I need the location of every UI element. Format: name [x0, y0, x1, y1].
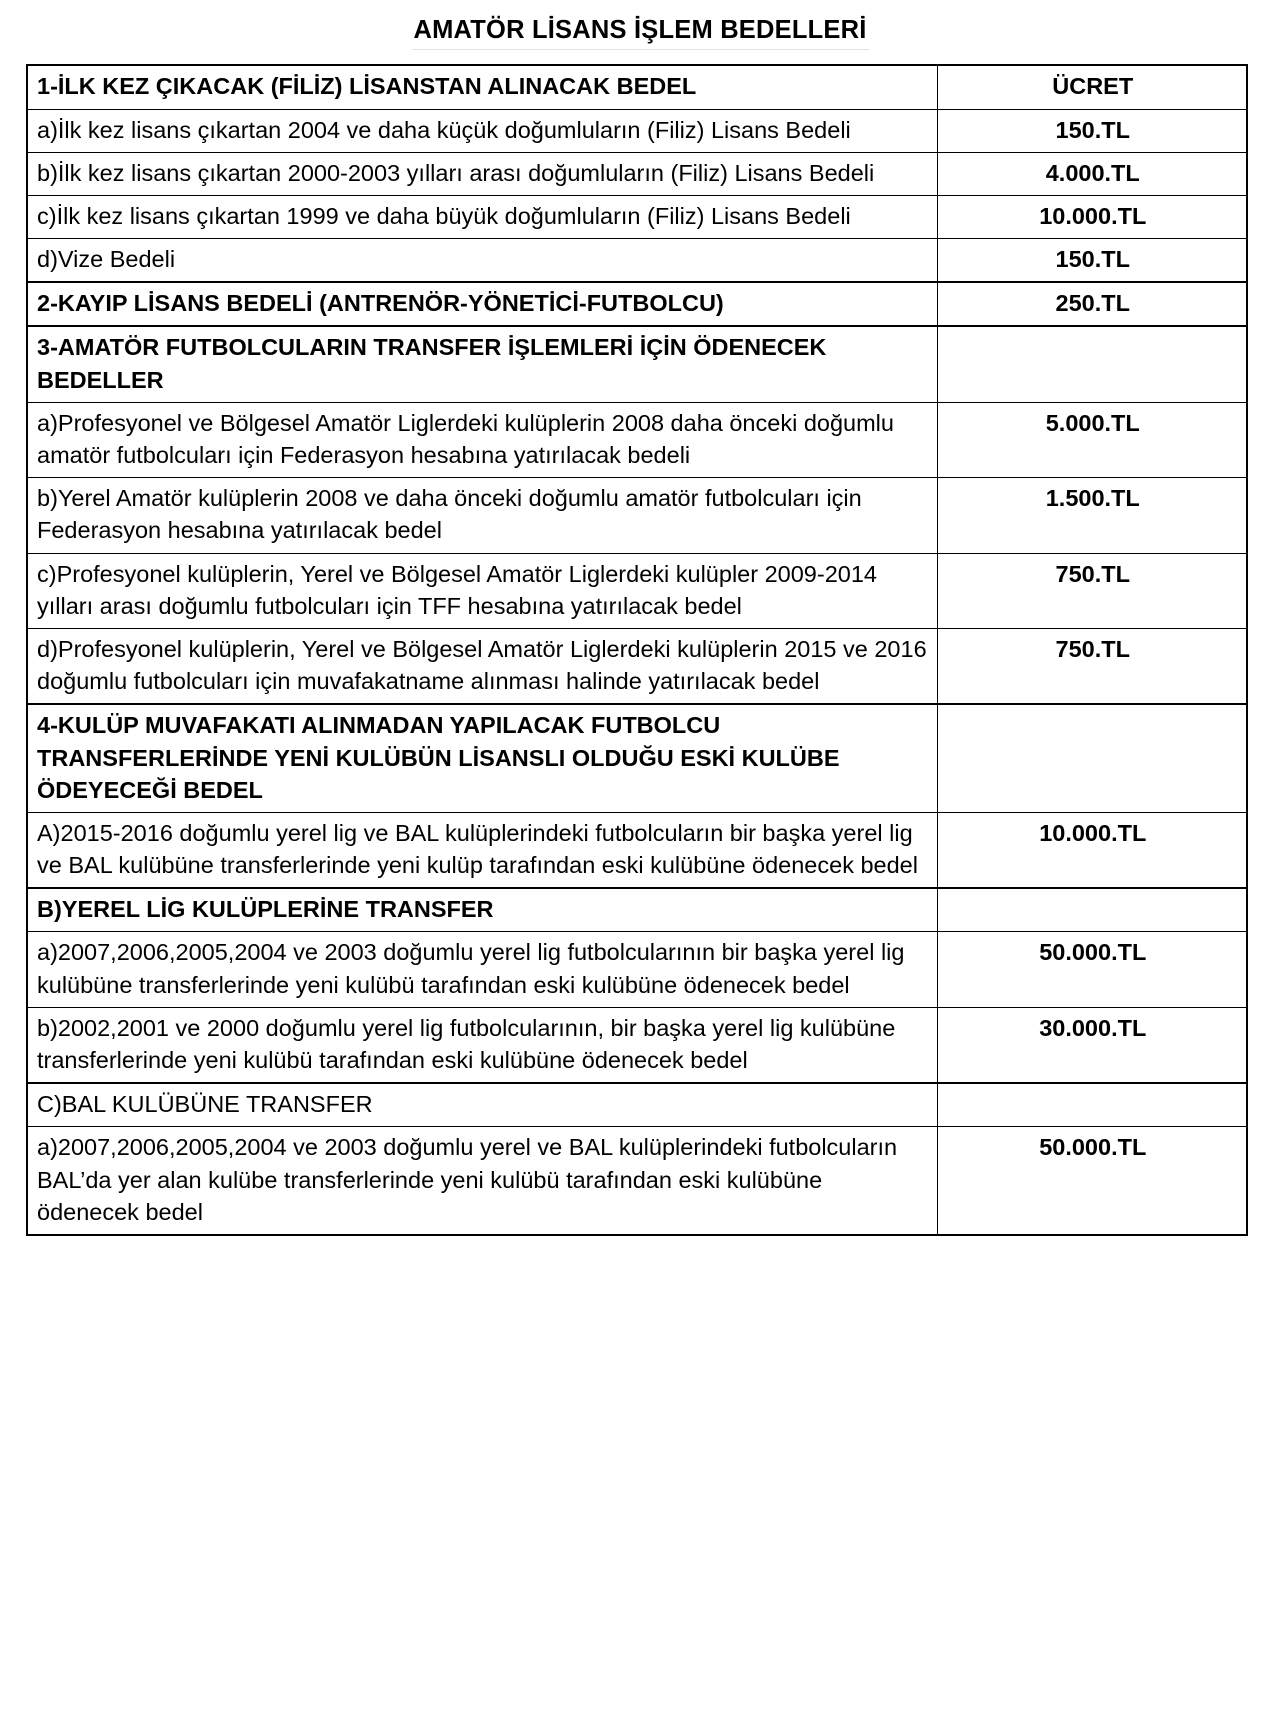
table-header-row	[27, 65, 1247, 109]
fee-table-body	[27, 65, 1247, 1235]
table-row	[27, 812, 1247, 888]
table-cell-description: c)Profesyonel kulüplerin, Yerel ve Bölgesel Amatör Liglerdeki kulüpler 2009-2014 yılları arası doğumlu futbolcuları için TFF hesabına yatırılacak bedel	[27, 553, 937, 628]
table-cell-fee: 750.TL	[937, 553, 1247, 628]
table-cell-description: C)BAL KULÜBÜNE TRANSFER	[27, 1083, 937, 1127]
table-cell-description: B)YEREL LİG KULÜPLERİNE TRANSFER	[27, 888, 937, 932]
table-cell-description: a)2007,2006,2005,2004 ve 2003 doğumlu yerel lig futbolcularının bir başka yerel lig kulübüne transferlerinde yeni kulübü tarafından eski kulübüne ödenecek bedel	[27, 932, 937, 1007]
table-cell-fee: 1.500.TL	[937, 478, 1247, 553]
table-cell-description: 4-KULÜP MUVAFAKATI ALINMADAN YAPILACAK FUTBOLCU TRANSFERLERİNDE YENİ KULÜBÜN LİSANSLI OLDUĞU ESKİ KULÜBE ÖDEYECEĞİ BEDEL	[27, 704, 937, 812]
table-row	[27, 1083, 1247, 1127]
table-cell-description: d)Profesyonel kulüplerin, Yerel ve Bölgesel Amatör Liglerdeki kulüplerin 2015 ve 2016 doğumlu futbolcuları için muvafakatname alınması halinde yatırılacak bedel	[27, 628, 937, 704]
table-row	[27, 152, 1247, 195]
table-row	[27, 628, 1247, 704]
table-cell-fee: 4.000.TL	[937, 152, 1247, 195]
table-cell-fee	[937, 888, 1247, 932]
table-cell-description: a)İlk kez lisans çıkartan 2004 ve daha küçük doğumluların (Filiz) Lisans Bedeli	[27, 109, 937, 152]
table-cell-fee: 250.TL	[937, 282, 1247, 326]
table-cell-fee: 50.000.TL	[937, 932, 1247, 1007]
table-cell-fee	[937, 326, 1247, 402]
table-cell-description: b)2002,2001 ve 2000 doğumlu yerel lig futbolcularının, bir başka yerel lig kulübüne transferlerinde yeni kulübü tarafından eski kulübüne ödenecek bedel	[27, 1007, 937, 1083]
table-cell-fee: 10.000.TL	[937, 195, 1247, 238]
table-cell-description: a)Profesyonel ve Bölgesel Amatör Liglerdeki kulüplerin 2008 daha önceki doğumlu amatör futbolcuları için Federasyon hesabına yatırılacak bedeli	[27, 402, 937, 477]
column-header-fee: ÜCRET	[937, 65, 1247, 109]
table-cell-description: d)Vize Bedeli	[27, 239, 937, 283]
table-row	[27, 282, 1247, 326]
table-cell-description: a)2007,2006,2005,2004 ve 2003 doğumlu yerel ve BAL kulüplerindeki futbolcuların BAL’da yer alan kulübe transferlerinde yeni kulübü tarafından eski kulübüne ödenecek bedel	[27, 1127, 937, 1235]
table-row	[27, 109, 1247, 152]
table-row	[27, 553, 1247, 628]
table-cell-fee: 150.TL	[937, 109, 1247, 152]
table-row	[27, 239, 1247, 283]
table-row	[27, 704, 1247, 812]
table-row	[27, 326, 1247, 402]
table-cell-fee: 10.000.TL	[937, 812, 1247, 888]
table-cell-fee: 50.000.TL	[937, 1127, 1247, 1235]
page-title-container	[0, 0, 1280, 54]
table-row	[27, 1007, 1247, 1083]
table-row	[27, 1127, 1247, 1235]
table-cell-description: c)İlk kez lisans çıkartan 1999 ve daha büyük doğumluların (Filiz) Lisans Bedeli	[27, 195, 937, 238]
table-cell-description: 3-AMATÖR FUTBOLCULARIN TRANSFER İŞLEMLERİ İÇİN ÖDENECEK BEDELLER	[27, 326, 937, 402]
table-row	[27, 932, 1247, 1007]
fee-table	[26, 64, 1248, 1236]
table-cell-fee	[937, 704, 1247, 812]
table-row	[27, 478, 1247, 553]
table-cell-fee: 150.TL	[937, 239, 1247, 283]
table-cell-fee	[937, 1083, 1247, 1127]
table-row	[27, 402, 1247, 477]
table-row	[27, 195, 1247, 238]
column-header-description: 1-İLK KEZ ÇIKACAK (FİLİZ) LİSANSTAN ALINACAK BEDEL	[27, 65, 937, 109]
table-cell-description: A)2015-2016 doğumlu yerel lig ve BAL kulüplerindeki futbolcuların bir başka yerel lig ve BAL kulübüne transferlerinde yeni kulüp tarafından eski kulübüne ödenecek bedel	[27, 812, 937, 888]
table-cell-fee: 5.000.TL	[937, 402, 1247, 477]
table-cell-description: b)Yerel Amatör kulüplerin 2008 ve daha önceki doğumlu amatör futbolcuları için Federasyon hesabına yatırılacak bedel	[27, 478, 937, 553]
table-cell-description: b)İlk kez lisans çıkartan 2000-2003 yılları arası doğumluların (Filiz) Lisans Bedeli	[27, 152, 937, 195]
table-cell-fee: 30.000.TL	[937, 1007, 1247, 1083]
table-row	[27, 888, 1247, 932]
table-cell-fee: 750.TL	[937, 628, 1247, 704]
table-cell-description: 2-KAYIP LİSANS BEDELİ (ANTRENÖR-YÖNETİCİ-FUTBOLCU)	[27, 282, 937, 326]
page-title: AMATÖR LİSANS İŞLEM BEDELLERİ	[412, 16, 869, 50]
